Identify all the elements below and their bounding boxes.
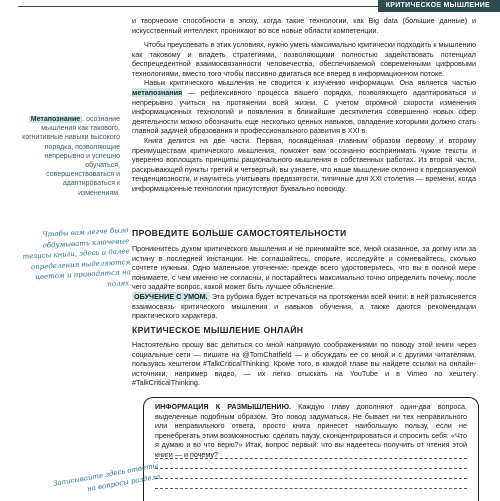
section-1-heading-wrap (132, 228, 476, 238)
answer-line[interactable] (155, 478, 467, 479)
learning-callout (132, 292, 476, 321)
running-header-title: КРИТИЧЕСКОЕ МЫШЛЕНИЕ (378, 0, 500, 12)
learning-callout-label: ОБУЧЕНИЕ С УМОМ. (134, 292, 208, 301)
reflection-paragraph (155, 402, 467, 460)
paragraph-2 (132, 78, 476, 136)
paragraph-2-after: — рефлексивного процесса вашего порядка, позволяющего адаптироваться и непрерывно учиться на протяжении всей жизни. С учетом огромной скорости изменения информационных технологий и появления в ближайшие десятилетия совершенно новых сфер деятельности можно обозначить еще несколько ценных навыков, овладение которыми должно стать главной задачей образования и профессионального развития в XXI в. (132, 87, 476, 136)
paragraph-3: Книга делится на две части. Первая, посвященная главным образом первому и второму преимуществам критического мышления, поможет вам осознанно воспринимать чужие тексты и уверенно воплощать принципы рационального мышления в собственных работах. Из второй части, раскрывающей пункты третий и четвертый, вы узнаете, что наше мышление склонно к предсказуемой тенденциозности, и научитесь учитывать предвзятости, типичные для XXI столетия — времени, когда информационные технологии присутствуют буквально повсюду. (132, 135, 476, 193)
reflection-text: Каждую главу дополняют один-два вопроса, выделенные подобным образом. Это повод задуматься. Не бывает ни тех неправильного или неправильного ответа, просто книга принесет наибольшую пользу, если не пренебрегать этим возможностью: сделать паузу, сконцентрироваться и спросить себя: «Что я думаю и во что верю?» Итак, вопрос первый: что вы надеетесь получить от чтения этой книги — и почему? (155, 402, 467, 459)
paragraph-1: Чтобы преуспевать в этих условиях, нужно уметь максимально критически подходить к мышлению как таковому и владеть стратегиями, позволяющими полностью задействовать потенциал беспрецедентной взаимосвязанности человечества, обеспечиваемой современными цифровыми технологиями, вместо того чтобы пассивно двигаться все вперед в информационном потоке. (132, 40, 476, 78)
answer-line[interactable] (155, 458, 467, 459)
intro-paragraph (132, 16, 476, 35)
section-2-body (132, 340, 476, 388)
definition-term: Метапознание (30, 116, 81, 123)
section-2-heading-wrap (132, 325, 476, 335)
margin-definition: Метапознание . осознание мышления как такового, когнитивные навыки высокого порядка, позволяющие непрерывно и успешно обучаться, совершенствоваться и адаптироваться к изменениям. (22, 116, 120, 197)
running-header (0, 0, 500, 12)
main-text (132, 40, 476, 194)
learning-callout-text: Эта рубрика будет встречаться на протяжении всей книги: в ней разъясняется взаимосвязь критического мышления и навыков обучения, а также даются рекомендации практического характера. (132, 292, 477, 321)
section-1-title: ПРОВЕДИТЕ БОЛЬШЕ САМОСТОЯТЕЛЬНОСТИ (132, 228, 347, 238)
section-1-body (132, 244, 476, 292)
reflection-label: ИНФОРМАЦИЯ К РАЗМЫШЛЕНИЮ. (155, 402, 291, 411)
section-2-text: Настоятельно прошу вас делиться со мной напрямую соображениями по поводу этой книги через социальные сети — пишите на @TomChatfield — и обсуждать ее со мной и с другими читателями, пользуясь хештегом #TalkCriticalThinking. Кроме того, в каждой главе вы найдете ссылки на онлайн-источники, например видео, — их легко отыскать на YouTube и в Vimeo по хештегу #TalkCriticalThinking. (132, 340, 476, 388)
section-2-title: КРИТИЧЕСКОЕ МЫШЛЕНИЕ ОНЛАЙН (132, 325, 304, 335)
metacognition-term: метапознания (132, 87, 183, 97)
section-1-text: Проникнитесь духом критического мышления и не принимайте все, мной сказанное, за догму или за истину в последней инстанции. Не соглашайтесь, спорьте, исследуйте и сомневайтесь, сколько сочтете нужным. Одно маленькое уточнение: прежде всего удостоверьтесь, что вы в полной мере понимаете, с чем именно не согласны, и постарайтесь максимально точно определить почему, после чего задайте вопрос, какой может быть лучшее объяснение. (132, 244, 476, 292)
paragraph-2-before: Навык критического мышления не сводится к изучению информации. Она является частью (144, 78, 476, 88)
answer-line[interactable] (155, 488, 467, 489)
intro-text: и творческие способности в эпоху, когда такие технологии, как Big data (большие данные) и искусственный интеллект, проникают во все новые области компетенции. (132, 16, 476, 35)
reflection-content (155, 402, 467, 460)
answer-line[interactable] (155, 468, 467, 469)
learning-callout-paragraph (132, 292, 476, 321)
definition-text: осознание мышления как такового, когнитивные навыки высокого порядка, позволяющие непрерывно и успешно обучаться, совершенствоваться и адаптироваться к изменениям. (22, 116, 120, 197)
handwritten-margin-note: Чтобы вам легче было обдумывать ключевые тезисы книги, здесь и далее определения выделяются цветом и приводятся на полях. (22, 226, 132, 288)
handwritten-answer-note: Записывайте здесь ответы на вопросы раздела (52, 461, 161, 493)
